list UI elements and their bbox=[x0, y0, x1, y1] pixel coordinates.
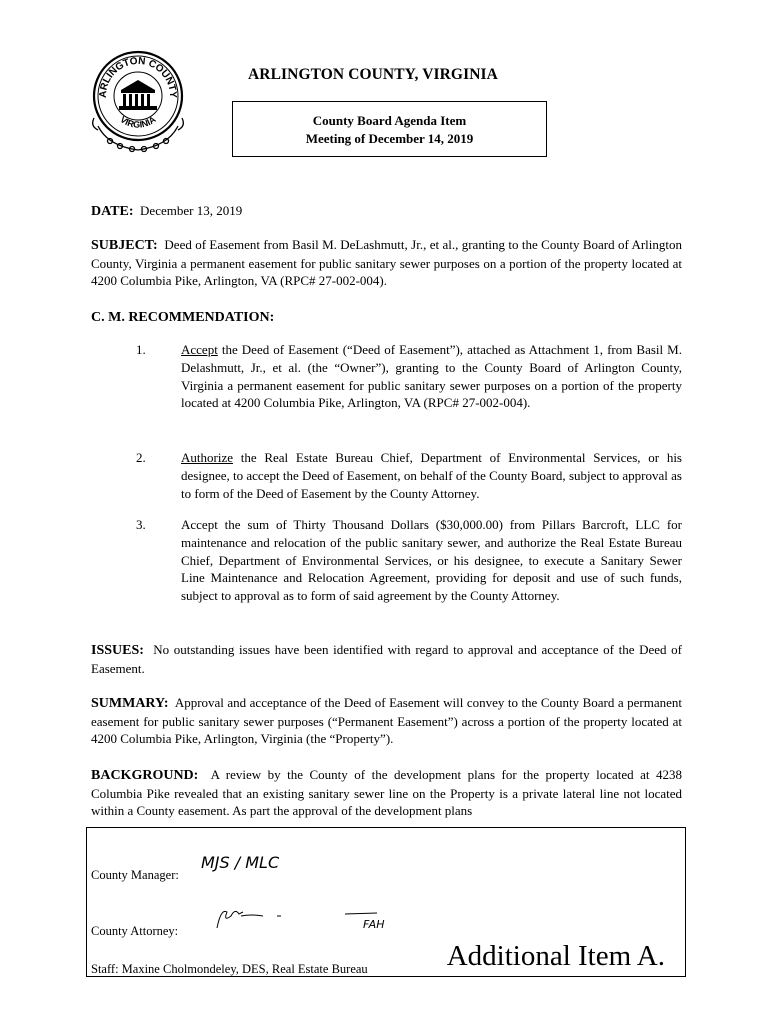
background-text: A review by the County of the development plans for the property located at 4238 Columbia Pike revealed that an existing sanitary sewer line on the Property is a private lateral line not located within a County easement. As part the approval of the development plans bbox=[91, 767, 682, 819]
recommendation-item bbox=[91, 516, 682, 605]
county-manager-label: County Manager: bbox=[91, 868, 179, 882]
subject-label: SUBJECT: bbox=[91, 238, 158, 253]
county-seal-logo bbox=[88, 46, 188, 158]
county-attorney-label: County Attorney: bbox=[91, 924, 179, 938]
signature-block bbox=[86, 827, 686, 977]
subject-text: Deed of Easement from Basil M. DeLashmutt, Jr., et al., granting to the County Board of Arlington County, Virginia a permanent easement for public sanitary sewer purposes on a portion of the property located at 4200 Columbia Pike, Arlington, VA (RPC# 27-002-004). bbox=[91, 237, 683, 289]
attorney-initials-mark bbox=[343, 906, 403, 932]
issues-text: No outstanding issues have been identified with regard to approval and acceptance of the Deed of Easement. bbox=[91, 642, 683, 676]
courthouse-icon bbox=[119, 80, 157, 110]
recommendation-item bbox=[91, 449, 682, 502]
additional-item-label: Additional Item A. bbox=[446, 940, 665, 972]
date-label: DATE: bbox=[91, 204, 134, 219]
item-number: 3. bbox=[136, 517, 146, 532]
issues-label: ISSUES: bbox=[91, 643, 144, 658]
svg-text:FAH: FAH bbox=[363, 918, 385, 931]
item-number: 1. bbox=[136, 342, 146, 357]
item-text: the Deed of Easement (“Deed of Easement”), attached as Attachment 1, from Basil M. Delashmutt, Jr., et al. (the “Owner”), granting to the County Board of Arlington County, Virginia a permanent easement for public sanitary sewer purposes on a portion of the property located at 4200 Columbia Pike, Arlington, VA (RPC# 27-002-004). bbox=[181, 342, 682, 411]
county-title: ARLINGTON COUNTY, VIRGINIA bbox=[248, 66, 498, 83]
county-manager-signature bbox=[199, 850, 309, 874]
background-label: BACKGROUND: bbox=[91, 768, 199, 783]
background-paragraph bbox=[91, 766, 682, 820]
agenda-item-title: County Board Agenda Item bbox=[312, 113, 467, 128]
summary-label: SUMMARY: bbox=[91, 696, 169, 711]
subject-paragraph bbox=[91, 236, 682, 290]
seal-text-bottom: VIRGINIA bbox=[118, 114, 158, 130]
date-value: December 13, 2019 bbox=[140, 203, 243, 218]
county-attorney-signature bbox=[211, 902, 301, 932]
summary-text: Approval and acceptance of the Deed of Easement will convey to the County Board a permanent easement for public sanitary sewer purposes (“Permanent Easement”) across a portion of the property located at 4200 Columbia Pike, Arlington, Virginia (the “Property”). bbox=[91, 695, 682, 747]
item-verb: Authorize bbox=[181, 450, 233, 465]
item-number: 2. bbox=[136, 450, 146, 465]
summary-paragraph bbox=[91, 694, 682, 748]
date-line bbox=[91, 202, 682, 221]
item-text: Accept the sum of Thirty Thousand Dollars ($30,000.00) from Pillars Barcroft, LLC for maintenance and relocation of the public sanitary sewer, and authorize the Real Estate Bureau Chief, Department of Environmental Services, or his designee, to execute a Sanitary Sewer Line Maintenance and Relocation Agreement, providing for deposit and use of such funds, subject to approval as to form of said agreement by the County Attorney. bbox=[181, 517, 682, 604]
item-text: the Real Estate Bureau Chief, Department of Environmental Services, or his designee, to accept the Deed of Easement, on behalf of the County Board, subject to approval as to form of the Deed of Easement by the County Attorney. bbox=[181, 450, 682, 501]
svg-text:MJS / MLC: MJS / MLC bbox=[201, 853, 280, 872]
seal-text-top: ARLINGTON COUNTY bbox=[97, 55, 179, 99]
item-verb: Accept bbox=[181, 342, 218, 357]
recommendation-heading: C. M. RECOMMENDATION: bbox=[91, 310, 275, 325]
svg-text:VIRGINIA bbox=[118, 114, 158, 130]
meeting-date-line: Meeting of December 14, 2019 bbox=[305, 131, 474, 146]
recommendation-item bbox=[91, 341, 682, 412]
agenda-item-box bbox=[232, 101, 547, 157]
staff-line: Staff: Maxine Cholmondeley, DES, Real Estate Bureau bbox=[91, 962, 368, 976]
issues-paragraph bbox=[91, 641, 682, 677]
